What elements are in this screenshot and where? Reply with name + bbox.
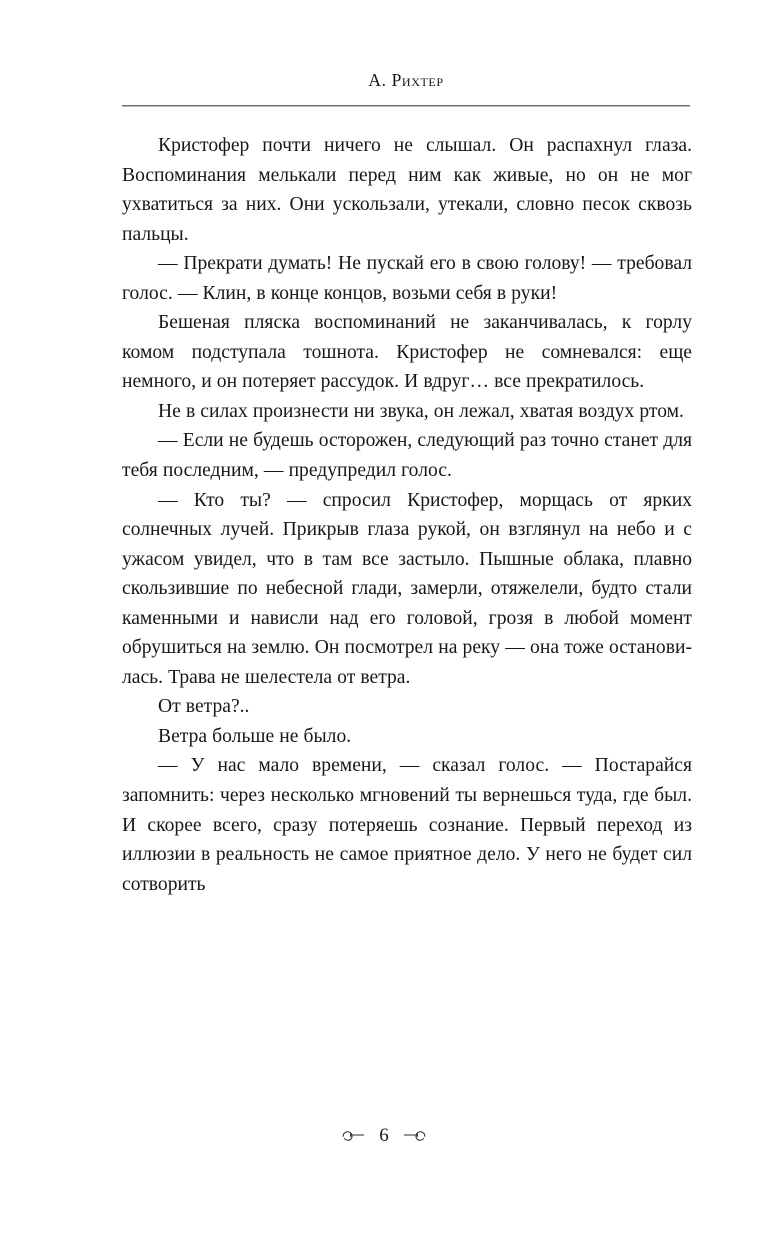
paragraph: От ветра?.. bbox=[158, 696, 250, 718]
page-number: 6 bbox=[379, 1125, 389, 1146]
swirl-ornament-icon bbox=[396, 1127, 427, 1144]
body-text bbox=[122, 131, 692, 899]
paragraph: Кристофер почти ничего не слышал. Он распахнул глаза. Воспоминания мелькали перед ним как живые, но он не мог ухватиться за них. Они ускользали, утекали, словно песок сквозь пальцы. bbox=[122, 135, 692, 245]
header-rule bbox=[122, 105, 690, 107]
paragraph: Не в силах произнести ни звука, он лежал, хватая воздух ртом. bbox=[158, 400, 684, 422]
paragraph: Ветра больше не было. bbox=[158, 725, 352, 747]
paragraph: — Если не будешь осторожен, следующий раз точно станет для тебя последним, — предупредил голос. bbox=[122, 430, 692, 482]
page-footer bbox=[0, 1126, 768, 1145]
paragraph: Бешеная пляска воспоминаний не заканчивалась, к горлу комом подступала тошнота. Кристофер не сомневался: еще немного, и он потеряет рассудок. И вдруг… все прекратилось. bbox=[122, 312, 692, 393]
swirl-ornament-icon bbox=[341, 1127, 372, 1144]
paragraph: — Кто ты? — спросил Кристофер, морщась от ярких солнечных лучей. Прикрыв глаза рукой, он взглянул на небо и с ужасом увидел, что в там все застыло. Пышные облака, плавно скользившие по небесной глади, замерли, отяжелели, будто стали каменными и нависли над его головой, грозя в любой момент обрушиться на землю. Он посмотрел на реку — она тоже остановилась. Трава не шелестела от ветра. bbox=[122, 489, 692, 688]
paragraph: — Прекрати думать! Не пускай его в свою голову! — требовал голос. — Клин, в конце концов, возьми себя в руки! bbox=[122, 253, 692, 304]
running-head: А. Рихтер bbox=[368, 70, 444, 90]
paragraph: — У нас мало времени, — сказал голос. — Постарайся запомнить: через несколько мгновений ты вернешься туда, где был. И скорее всего, сразу потеряешь сознание. Первый переход из иллюзии в реальность не самое приятное дело. У него не будет сил сотворить bbox=[122, 755, 692, 895]
